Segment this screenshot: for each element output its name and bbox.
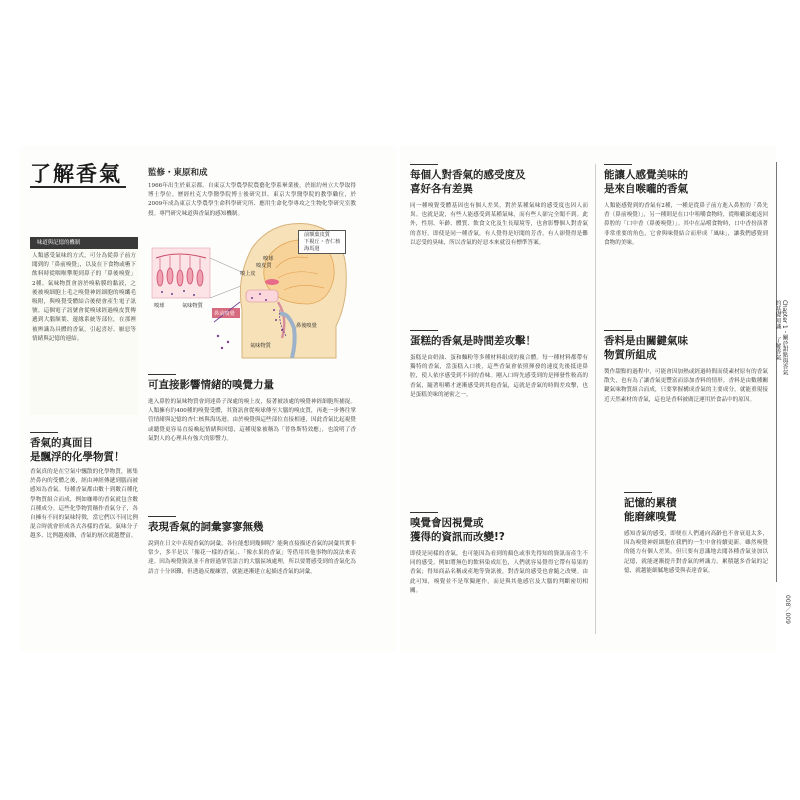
section-heading-true-nature — [30, 436, 138, 464]
label-olfactory-bulb-upper: 嗅球 — [263, 256, 274, 262]
label-prefrontal-cortex: 前額葉皮質 — [304, 232, 330, 238]
label-odor-substance-inset: 氣味物質 — [182, 303, 203, 309]
section-body-vision-influence: 即使是同樣的香氣，也可能因為看到的顏色或事先得知的資訊而產生不同的感受。例如將無色的飲料染成紅色，人們就容易覺得它帶有莓果的香氣；得知商品名稱或產地等資訊後，對香氣的感受也會隨之改變。由此可知，嗅覺並不是單獨運作，而是與其他感官及大腦的判斷密切相關。 — [410, 551, 588, 594]
sidebar-box — [30, 237, 138, 415]
label-olfactory-cortex: 嗅皮質 — [256, 263, 272, 269]
section-heading-individual-difference: 每個人對香氣的感受度及 喜好各有差異 — [410, 168, 588, 196]
label-olfactory-epithelium: 嗅上皮 — [240, 271, 256, 277]
chapter-running-title: Chapter 1・關於甜點與香氣的基礎知識 — [774, 300, 787, 376]
section-heading-throat-aroma: 能讓人感覺美味的 是來自喉嚨的香氣 — [604, 168, 768, 196]
supervisor-bio: 1966年出生於東京都。自東京大學農學院農藝化學系畢業後，於紐約州立大學取得博士學位。歷經杜克大學醫學院博士後研究員、東京大學醫學院的教學職位，於2009年成為東京大學農學生命科學研究所、應用生命化學專攻之生物化學研究室教授。專門研究味道與香氣的感知機制。 — [148, 183, 356, 217]
section-heading-memory: 記憶的累積 能磨練嗅覺 — [624, 496, 768, 524]
column-divider — [595, 164, 596, 634]
page-numbers: 008／009 — [784, 595, 791, 624]
right-page — [400, 146, 776, 652]
section-body-emotion: 進入鼻腔的氣味物質會到達鼻子深處的嗅上皮，接著被該處的嗅覺神經細胞所捕捉。人類擁有約400種的嗅覺受體，其資訊會從嗅球傳至大腦的嗅皮質，再進一步傳往掌管情緒與記憶的杏仁核與海馬迴。由於嗅覺與這些部位直接相連，因此香氣比起視覺或聽覺更容易直接喚起情緒與回憶，這種現象被稱為「普魯斯特效應」，也說明了香氣對人的心理具有強大的影響力。 — [148, 399, 356, 442]
section-body-throat-aroma: 人類能感覺到的香氣有2種，一種是從鼻子前方進入鼻腔的「鼻先香（鼻前嗅覺）」，另一種則是在口中咀嚼食物時，從喉嚨深處返回鼻腔的「口中香（鼻後嗅覺）」。其中在品嚐食物時，口中香扮演著非常重要的角色，它會與味覺結合而形成「風味」，讓我們感覺到食物的美味。 — [604, 203, 768, 246]
section-heading-vocabulary: 表現香氣的詞彙寥寥無幾 — [148, 520, 356, 534]
section-body-cake-aroma: 蛋糕是由奶油、蛋和麵粉等多種材料組成的複合體。每一種材料都帶有獨特的香氣，當蛋糕入口後，這些香氣會依照揮發的速度先後抵達鼻腔，使人依序感受到不同的香味。剛入口時先感受到的是揮發性較高的香氣，隨著咀嚼才逐漸感受到其他香氣，這就是香氣的時間差攻擊，也是蛋糕美味的祕密之一。 — [410, 355, 588, 398]
page-title: 了解香氣 — [30, 162, 122, 186]
supervisor-name: 監修・東原和成 — [148, 168, 208, 178]
left-page — [20, 146, 396, 652]
running-header — [774, 300, 787, 380]
sidebar-body: 人類感受氣味的方式，可分為從鼻子前方聞到的「鼻前嗅覺」，以及在下食物或嚥下飲料時從咽喉攀爬到鼻子的「鼻後嗅覺」2種。氣味物質會溶於嗅粘膜的黏液，之後被嗅細胞上毛之嗅覺神經細胞的嗅纖毛吸附，與嗅覺受體結合後便會產生電子訊號。這個電子訊號會從嗅球經過嗅皮質傳遞到大腦額葉、邊緣系統等部位，在那裡被辨識為具體的香氣，引起喜好、厭惡等情緒與記憶的連結。 — [32, 253, 136, 342]
label-hippocampus: 海馬迴 — [304, 246, 320, 252]
section-heading-cake-aroma: 蛋糕的香氣是時間差攻擊！ — [410, 334, 588, 348]
label-hypothalamus-amygdala: 下視丘・杏仁核 — [304, 239, 341, 245]
label-odor-substance: 氣味物質 — [250, 343, 271, 349]
olfactory-diagram — [148, 218, 348, 360]
sidebar-heading: 味道與記憶的機制 — [30, 237, 138, 249]
section-body-true-nature: 香氣真的是在空氣中飄散的化學物質，匯集於鼻內的受體之後，經由神經傳遞到腦而被感知為香氣。每種香氣都由數十到數百種化學物質組合而成，例如咖啡的香氣就包含數百種成分。這些化學物質稱作香氣分子，各自擁有不同的氣味特徵，當它們以不同比例混合時就會形成各式各樣的香氣。氣味分子越多、比例越複雜，香氣的層次就越豐富。 — [30, 469, 138, 540]
label-retronasal: 鼻後嗅覺 — [296, 323, 317, 329]
section-body-flavoring: 製作甜點的過程中，可能會因加熱或經過時間而使素材原有的香氣散失，也有為了讓香氣更豐富而添加香料的情形。香料是由數種關鍵氣味物質組合而成，只要掌握構成香氣的主要成分，就能重現接近天然素材的香氣，這也是香料被廣泛運用於食品中的原因。 — [604, 369, 768, 403]
section-body-vocabulary: 說到在日文中表現香氣的詞彙，各位能想到幾個呢？能夠直接描述香氣的詞彙其實非常少，多半是以「像花一樣的香氣」、「像水果的香氣」等借用其他事物的說法來表達。因為嗅覺資訊並不會經過掌管語言的大腦區域處理，所以要將感受到的香氣化為語言十分困難，但透過反覆練習，就能逐漸建立起描述香氣的詞彙。 — [148, 541, 356, 575]
section-body-memory: 感知香氣的感受，即便在人們通向高齡也不會衰退太多，因為嗅覺神經細胞在我們的一生中會持續更新。雖然嗅覺的能力有個人差異，但只要有意識地去聞各種香氣並加以記憶，就能逐漸提升對香氣的辨識力。累積越多香氣的記憶，就越能細膩地感受與表達香氣。 — [624, 531, 768, 574]
section-body-individual-difference: 同一種嗅覺受體基因也有個人差異，對於某種氣味的感受度也因人而異。也就是說，有些人能感受到某種氣味，而有些人卻完全聞不到。此外，性別、年齡、體質、飲食文化及生長環境等，也會影響個人對香氣的喜好。即使是同一種香氣，有人覺得是好聞的芳香，有人卻覺得是難以忍受的臭味，所以香氣的好惡本來就沒有標準答案。 — [410, 203, 588, 246]
heading-text: 香氣的真面目 是飄浮的化學物質！ — [30, 437, 125, 463]
label-orthonasal: 鼻前嗅覺 — [214, 311, 235, 317]
section-heading-vision-influence: 嗅覺會因視覺或 獲得的資訊而改變!? — [410, 516, 588, 544]
section-heading-emotion: 可直接影響情緒的嗅覺力量 — [148, 378, 356, 392]
title-underline — [30, 186, 126, 188]
running-section-title: 了解香氣 — [774, 336, 780, 361]
section-heading-flavoring: 香料是由關鍵氣味 物質所組成 — [604, 334, 768, 362]
label-olfactory-bulb-inset: 嗅球 — [154, 303, 165, 309]
